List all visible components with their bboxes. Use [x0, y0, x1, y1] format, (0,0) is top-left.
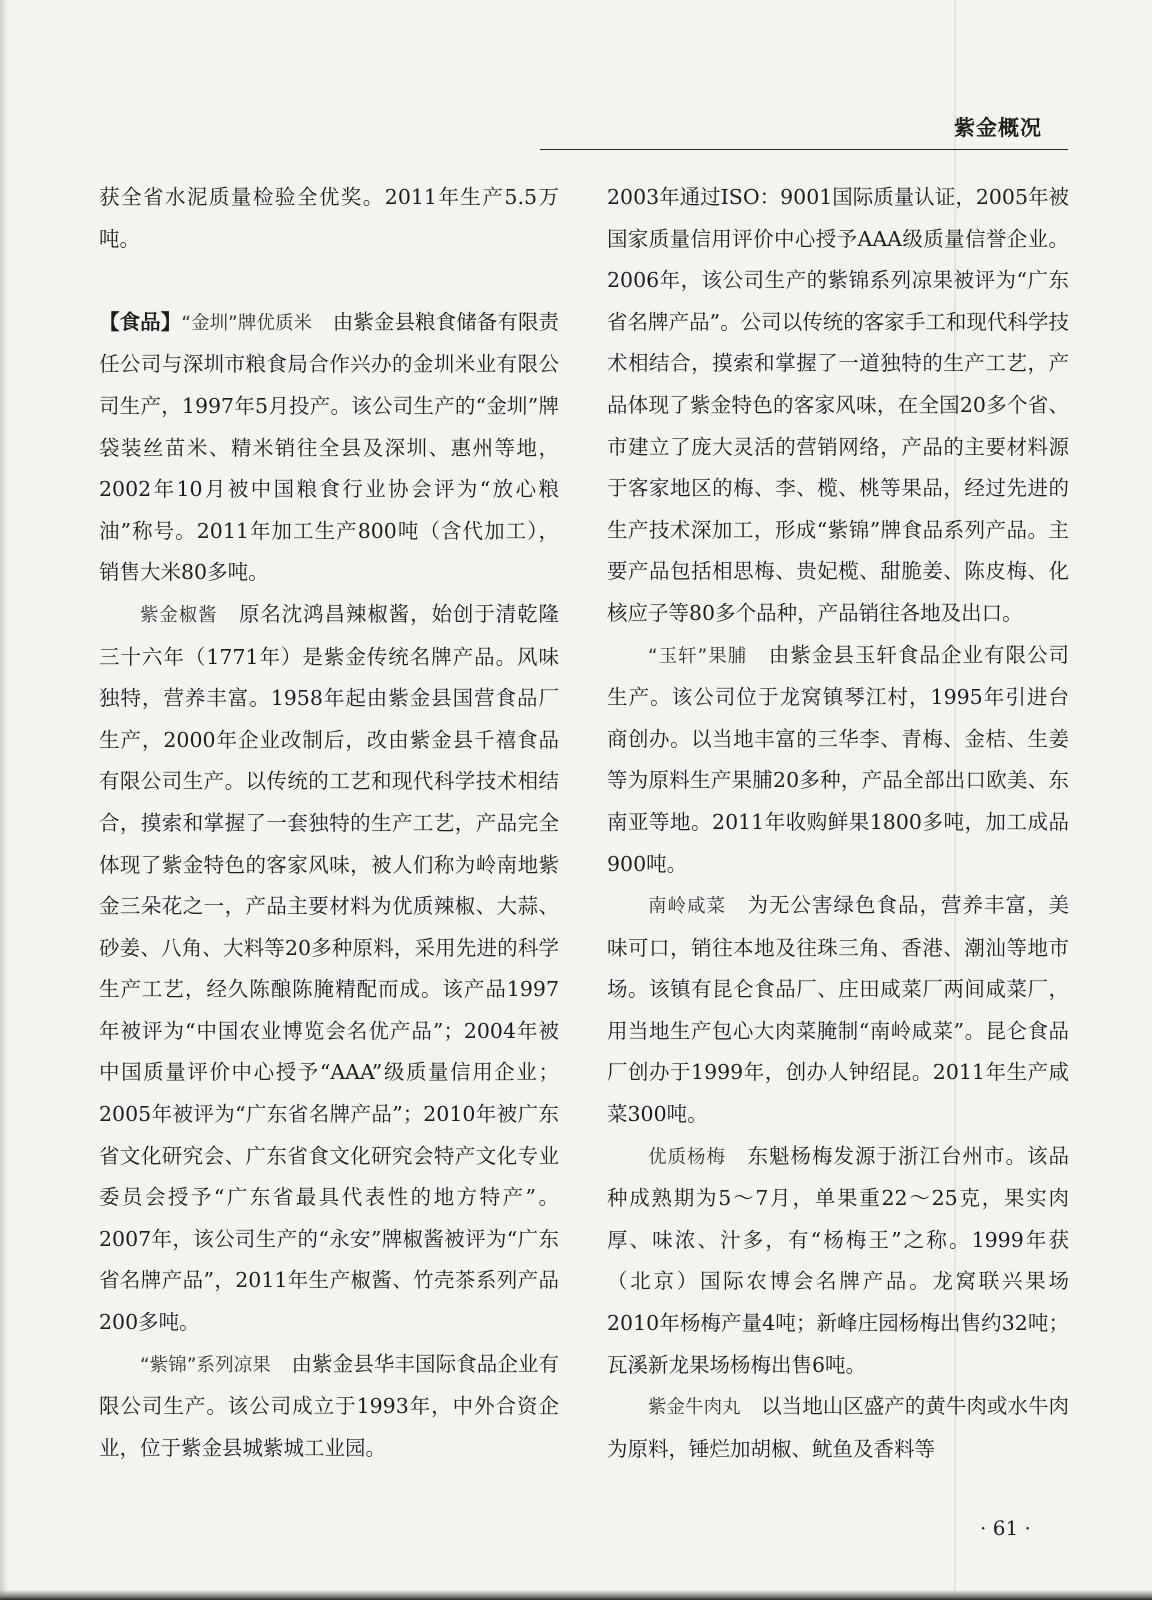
body-nanling-pickles: 为无公害绿色食品，营养丰富，美味可口，销往本地及往珠三角、香港、潮汕等地市场。该镇有昆仑食品厂、庄田咸菜厂两间咸菜厂，用当地生产包心大肉菜腌制“南岭咸菜”。昆仑食品厂创办于1999年，创办人钟绍昆。2011年生产咸菜300吨。 — [607, 893, 1069, 1127]
paragraph-pepper-sauce — [99, 594, 559, 1344]
paragraph-jinzhen-rice — [99, 302, 559, 594]
subhead-jinzhen-rice: “金圳”牌优质米 — [181, 312, 313, 334]
paragraph-nanling-pickles — [607, 885, 1069, 1136]
left-column — [99, 177, 559, 1469]
section-label-food: 【食品】 — [99, 309, 182, 334]
paragraph-gap — [99, 260, 559, 302]
paragraph-cement-award: 获全省水泥质量检验全优奖。2011年生产5.5万吨。 — [99, 185, 559, 251]
paragraph-zijin-company-continued: 2003年通过ISO：9001国际质量认证，2005年被国家质量信用评价中心授予AAA级质量信誉企业。2006年，该公司生产的紫锦系列凉果被评为“广东省名牌产品”。公司以传统的客家手工和现代科学技术相结合，摸索和掌握了一道独特的生产工艺，产品体现了紫金特色的客家风味，在全国20多个省、市建立了庞大灵活的营销网络，产品的主要材料源于客家地区的梅、李、榄、桃等果品，经过先进的生产技术深加工，形成“紫锦”牌食品系列产品。主要产品包括相思梅、贵妃榄、甜脆姜、陈皮梅、化核应子等80多个品种，产品销往各地及出口。 — [607, 185, 1069, 625]
subhead-bayberry: 优质杨梅 — [648, 1146, 726, 1168]
subhead-pepper-sauce: 紫金椒酱 — [140, 604, 218, 626]
paragraph-beef-ball — [607, 1386, 1069, 1470]
subhead-zijin-preserved-fruit: “紫锦”系列凉果 — [140, 1354, 271, 1376]
subhead-beef-ball: 紫金牛肉丸 — [648, 1397, 741, 1419]
scan-bottom-edge — [0, 1590, 1152, 1600]
body-jinzhen-rice: 由紫金县粮食储备有限责任公司与深圳市粮食局合作兴办的金圳米业有限公司生产，1997年5月投产。该公司生产的“金圳”牌袋装丝苗米、精米销往全县及深圳、惠州等地，2002年10月被中国粮食行业协会评为“放心粮油”称号。2011年加工生产800吨（含代加工），销售大米80多吨。 — [99, 309, 560, 585]
body-zijin-preserved-fruit: 由紫金县华丰国际食品企业有限公司生产。该公司成立于1993年，中外合资企业，位于紫金县城紫城工业园。 — [99, 1351, 560, 1460]
header-rule — [540, 149, 1068, 150]
body-yuxuan: 由紫金县玉轩食品企业有限公司生产。该公司位于龙窝镇琴江村，1995年引进台商创办。以当地丰富的三华李、青梅、金桔、生姜等为原料生产果脯20多种，产品全部出口欧美、东南亚等地。2011年收购鲜果1800多吨，加工成品900吨。 — [607, 642, 1070, 876]
subhead-yuxuan: “玉轩”果脯 — [648, 645, 748, 667]
body-beef-ball: 以当地山区盛产的黄牛肉或水牛肉为原料，锤烂加胡椒、鱿鱼及香料等 — [607, 1394, 1069, 1461]
right-column — [607, 177, 1069, 1470]
subhead-nanling-pickles: 南岭咸菜 — [648, 896, 726, 918]
scan-left-edge — [0, 0, 8, 1600]
paragraph-yuxuan-preserved-fruit — [607, 635, 1069, 886]
paragraph-bayberry — [607, 1136, 1069, 1387]
page-number: · 61 · — [980, 1516, 1031, 1540]
running-header-title: 紫金概况 — [954, 116, 1042, 140]
body-bayberry: 东魁杨梅发源于浙江台州市。该品种成熟期为5～7月，单果重22～25克，果实肉厚、味浓、汁多，有“杨梅王”之称。1999年获（北京）国际农博会名牌产品。龙窝联兴果场2010年杨梅产量4吨；新峰庄园杨梅出售约32吨；瓦溪新龙果场杨梅出售6吨。 — [607, 1143, 1069, 1377]
paragraph-zijin-preserved-fruit — [99, 1344, 559, 1470]
body-pepper-sauce: 原名沈鸿昌辣椒酱，始创于清乾隆三十六年（1771年）是紫金传统名牌产品。风味独特，营养丰富。1958年起由紫金县国营食品厂生产，2000年企业改制后，改由紫金县千禧食品有限公司生产。以传统的工艺和现代科学技术相结合，摸索和掌握了一套独特的生产工艺，产品完全体现了紫金特色的客家风味，被人们称为岭南地紫金三朵花之一，产品主要材料为优质辣椒、大蒜、砂姜、八角、大料等20多种原料，采用先进的科学生产工艺，经久陈酿陈腌精配而成。该产品1997年被评为“中国农业博览会名优产品”；2004年被中国质量评价中心授予“AAA”级质量信用企业；2005年被评为“广东省名牌产品”；2010年被广东省文化研究会、广东省食文化研究会特产文化专业委员会授予“广东省最具代表性的地方特产”。2007年，该公司生产的“永安”牌椒酱被评为“广东省名牌产品”，2011年生产椒酱、竹壳茶系列产品200多吨。 — [99, 601, 559, 1335]
